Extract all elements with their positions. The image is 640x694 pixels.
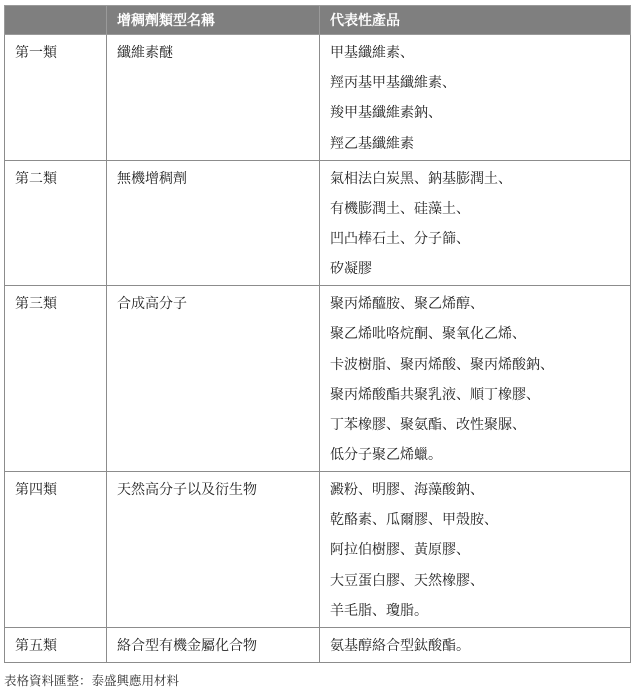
category-cell: 第三類 [5,286,107,472]
product-line: 有機膨潤土、硅藻土、 [330,200,470,217]
product-line: 羧甲基纖維素鈉、 [330,105,442,122]
category-cell: 第四類 [5,472,107,628]
product-line: 氨基醇絡合型鈦酸酯。 [330,637,470,654]
type-name-cell: 天然高分子以及衍生物 [107,472,320,628]
category-cell: 第五類 [5,627,107,662]
product-line: 聚丙烯醯胺、聚乙烯醇、 [330,296,484,313]
products-cell [320,627,631,662]
products-cell [320,286,631,472]
type-name-cell: 絡合型有機金屬化合物 [107,627,320,662]
category-cell: 第一類 [5,35,107,161]
product-line: 聚乙烯吡咯烷酮、聚氧化乙烯、 [330,326,526,343]
thickener-table [4,5,631,663]
header-type-name: 增稠劑類型名稱 [107,6,320,35]
table-row [5,160,631,286]
product-line: 卡波樹脂、聚丙烯酸、聚丙烯酸鈉、 [330,356,554,373]
product-line: 澱粉、明膠、海藻酸鈉、 [330,482,484,499]
table-source-caption: 表格資料匯整：泰盛興應用材料 [4,673,180,688]
header-category [5,6,107,35]
products-cell [320,472,631,628]
product-line: 矽凝膠 [330,261,372,278]
type-name-cell: 合成高分子 [107,286,320,472]
table-row [5,472,631,628]
products-cell [320,35,631,161]
table-header-row [5,6,631,35]
product-line: 凹凸棒石土、分子篩、 [330,230,470,247]
product-line: 羥乙基纖維素 [330,135,414,152]
product-line: 大豆蛋白膠、天然橡膠、 [330,572,484,589]
product-line: 聚丙烯酸酯共聚乳液、順丁橡膠、 [330,386,540,403]
table-row [5,286,631,472]
type-name-cell: 無機增稠劑 [107,160,320,286]
product-line: 阿拉伯樹膠、黃原膠、 [330,542,470,559]
product-line: 甲基纖維素、 [330,45,414,61]
type-name-cell: 纖維素醚 [107,35,320,161]
table-row [5,627,631,662]
category-cell: 第二類 [5,160,107,286]
product-line: 乾酪素、瓜爾膠、甲殼胺、 [330,512,498,529]
product-line: 羥丙基甲基纖維素、 [330,75,456,92]
product-line: 丁苯橡膠、聚氨酯、改性聚脲、 [330,416,526,433]
product-line: 低分子聚乙烯蠟。 [330,447,442,464]
products-cell [320,160,631,286]
table-row [5,35,631,161]
product-line: 羊毛脂、瓊脂。 [330,602,428,619]
product-line: 氣相法白炭黑、鈉基膨潤土、 [330,170,512,187]
header-products: 代表性產品 [320,6,631,35]
